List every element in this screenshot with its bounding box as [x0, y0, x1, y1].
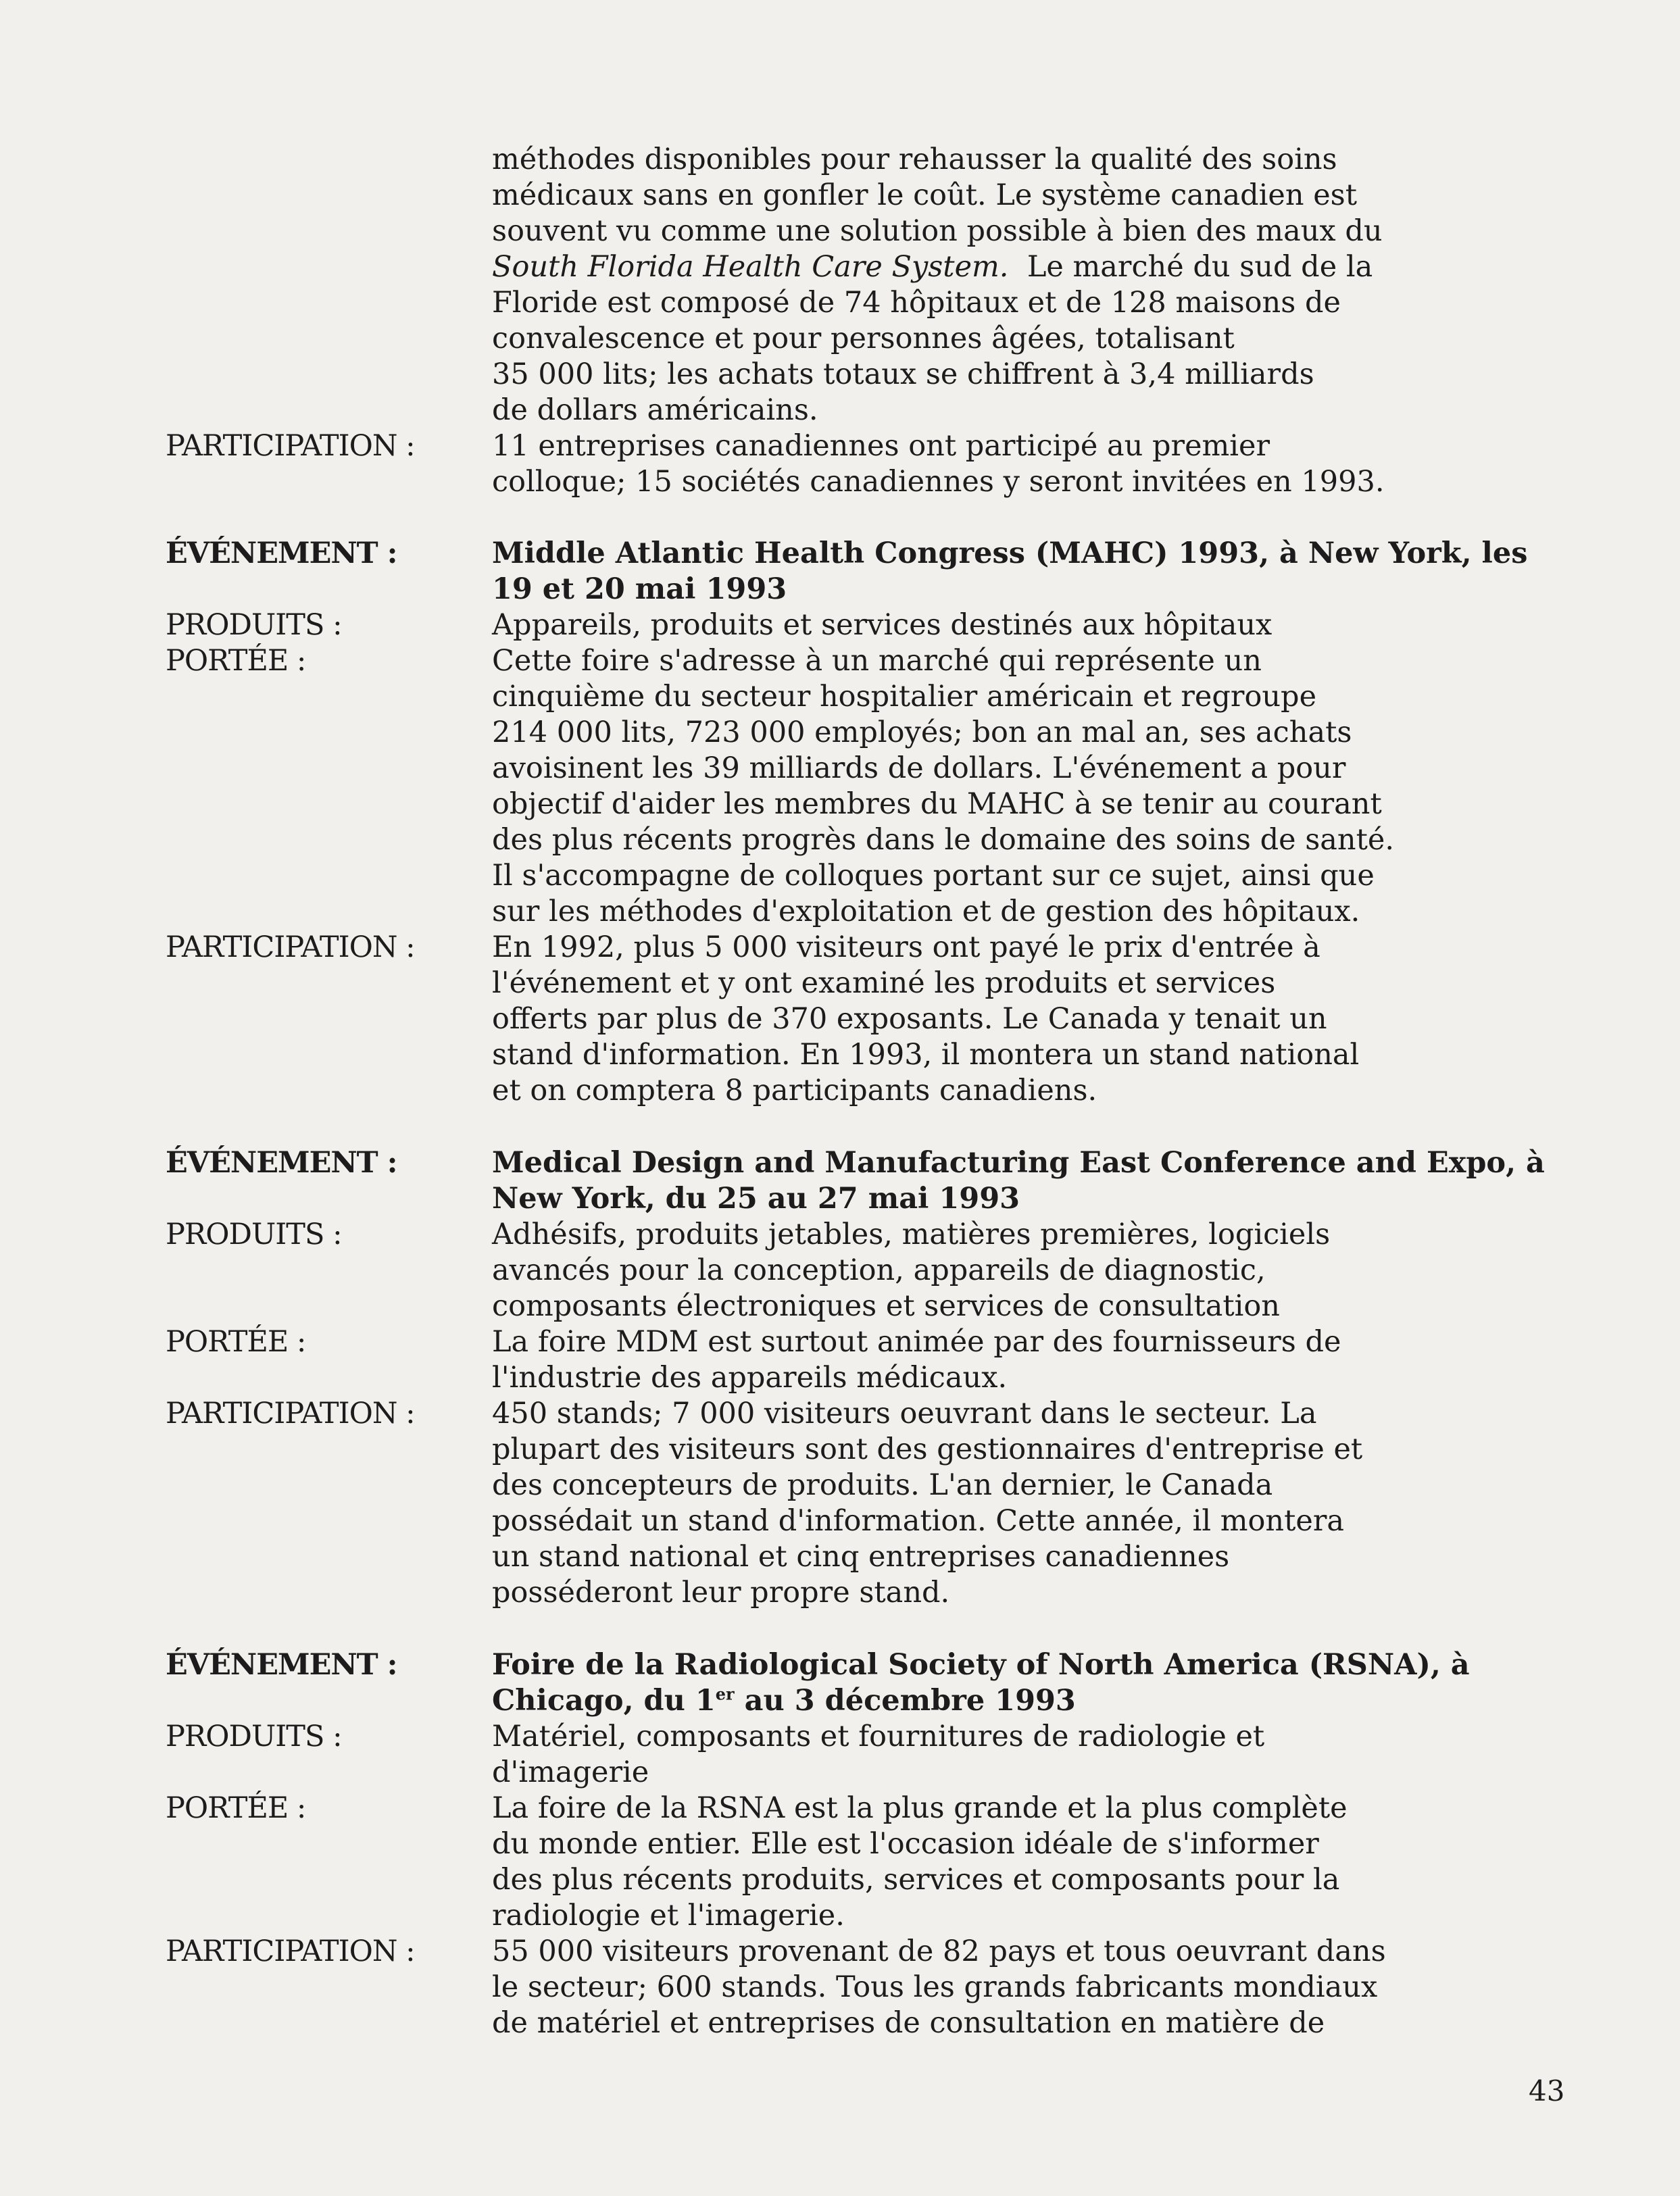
- text-line: Matériel, composants et fournitures de radiologie et: [492, 1720, 1265, 1753]
- text-line: médicaux sans en gonfler le coût. Le système canadien est: [492, 178, 1358, 212]
- scope-label: PORTÉE :: [166, 1791, 306, 1825]
- text-line: l'événement et y ont examiné les produits et services: [492, 966, 1276, 1000]
- event-title-line: Middle Atlantic Health Congress (MAHC) 1993, à New York, les: [492, 536, 1528, 570]
- text-line: avancés pour la conception, appareils de diagnostic,: [492, 1253, 1266, 1287]
- text-line: possédait un stand d'information. Cette année, il montera: [492, 1504, 1345, 1538]
- text-line: En 1992, plus 5 000 visiteurs ont payé le prix d'entrée à: [492, 930, 1320, 964]
- text-line: offerts par plus de 370 exposants. Le Canada y tenait un: [492, 1002, 1327, 1036]
- text-line: composants électroniques et services de consultation: [492, 1289, 1280, 1323]
- italic-phrase: South Florida Health Care System.: [492, 250, 1009, 284]
- text-span: Le marché du sud de la: [1027, 250, 1373, 284]
- text-line: Appareils, produits et services destinés aux hôpitaux: [492, 608, 1273, 642]
- text-line: 55 000 visiteurs provenant de 82 pays et tous oeuvrant dans: [492, 1935, 1386, 1968]
- text-line: des plus récents produits, services et composants pour la: [492, 1863, 1340, 1897]
- event-title-line: [492, 1683, 1587, 1719]
- text-line: colloque; 15 sociétés canadiennes y seront invitées en 1993.: [492, 465, 1385, 499]
- text-line: un stand national et cinq entreprises canadiennes: [492, 1540, 1230, 1574]
- text-line: du monde entier. Elle est l'occasion idéale de s'informer: [492, 1827, 1319, 1861]
- text-line: de matériel et entreprises de consultation en matière de: [492, 2006, 1325, 2040]
- event-title-line: 19 et 20 mai 1993: [492, 572, 787, 606]
- text-line: 214 000 lits, 723 000 employés; bon an mal an, ses achats: [492, 716, 1352, 749]
- text-line: cinquième du secteur hospitalier américain et regroupe: [492, 680, 1317, 714]
- text-line: et on comptera 8 participants canadiens.: [492, 1074, 1097, 1107]
- participation-label: PARTICIPATION :: [166, 429, 415, 463]
- text-line: objectif d'aider les membres du MAHC à se tenir au courant: [492, 787, 1382, 821]
- text-line: 450 stands; 7 000 visiteurs oeuvrant dans le secteur. La: [492, 1397, 1317, 1430]
- text-line: stand d'information. En 1993, il montera un stand national: [492, 1038, 1360, 1072]
- products-label: PRODUITS :: [166, 1218, 342, 1251]
- text-line: souvent vu comme une solution possible à bien des maux du: [492, 214, 1383, 248]
- text-line: plupart des visiteurs sont des gestionnaires d'entreprise et: [492, 1432, 1363, 1466]
- participation-label: PARTICIPATION :: [166, 1397, 415, 1430]
- text-line: des plus récents progrès dans le domaine des soins de santé.: [492, 823, 1395, 857]
- text-line: d'imagerie: [492, 1755, 649, 1789]
- products-label: PRODUITS :: [166, 608, 342, 642]
- text-line: Il s'accompagne de colloques portant sur ce sujet, ainsi que: [492, 859, 1375, 893]
- text-line: Adhésifs, produits jetables, matières premières, logiciels: [492, 1218, 1331, 1251]
- event-title-line: Medical Design and Manufacturing East Conference and Expo, à: [492, 1146, 1545, 1180]
- text-line: posséderont leur propre stand.: [492, 1576, 950, 1609]
- event-title-line: Foire de la Radiological Society of North America (RSNA), à: [492, 1648, 1470, 1682]
- text-line: de dollars américains.: [492, 393, 818, 427]
- text-line: La foire MDM est surtout animée par des fournisseurs de: [492, 1325, 1341, 1359]
- text-line: [492, 249, 1587, 285]
- text-line: l'industrie des appareils médicaux.: [492, 1361, 1008, 1395]
- participation-label: PARTICIPATION :: [166, 930, 415, 964]
- event-label: ÉVÉNEMENT :: [166, 1146, 397, 1180]
- text-line: 35 000 lits; les achats totaux se chiffrent à 3,4 milliards: [492, 357, 1314, 391]
- text-line: le secteur; 600 stands. Tous les grands fabricants mondiaux: [492, 1970, 1378, 2004]
- text-line: avoisinent les 39 milliards de dollars. L'événement a pour: [492, 751, 1346, 785]
- event-label: ÉVÉNEMENT :: [166, 536, 397, 570]
- event-title-line: New York, du 25 au 27 mai 1993: [492, 1182, 1020, 1216]
- text-line: convalescence et pour personnes âgées, totalisant: [492, 322, 1235, 355]
- text-line: La foire de la RSNA est la plus grande et la plus complète: [492, 1791, 1348, 1825]
- title-text: au 3 décembre 1993: [734, 1684, 1076, 1718]
- title-text: Chicago, du 1: [492, 1684, 716, 1718]
- scope-label: PORTÉE :: [166, 644, 306, 678]
- participation-label: PARTICIPATION :: [166, 1935, 415, 1968]
- text-line: sur les méthodes d'exploitation et de gestion des hôpitaux.: [492, 895, 1360, 928]
- products-label: PRODUITS :: [166, 1720, 342, 1753]
- event-label: ÉVÉNEMENT :: [166, 1648, 397, 1682]
- text-line: méthodes disponibles pour rehausser la qualité des soins: [492, 143, 1337, 176]
- scope-label: PORTÉE :: [166, 1325, 306, 1359]
- ordinal-superscript: er: [715, 1684, 735, 1704]
- text-line: des concepteurs de produits. L'an dernier, le Canada: [492, 1468, 1273, 1502]
- page-number: 43: [1529, 2074, 1565, 2107]
- text-line: 11 entreprises canadiennes ont participé au premier: [492, 429, 1270, 463]
- text-line: radiologie et l'imagerie.: [492, 1899, 845, 1932]
- text-line: Floride est composé de 74 hôpitaux et de 128 maisons de: [492, 286, 1341, 320]
- text-line: Cette foire s'adresse à un marché qui représente un: [492, 644, 1262, 678]
